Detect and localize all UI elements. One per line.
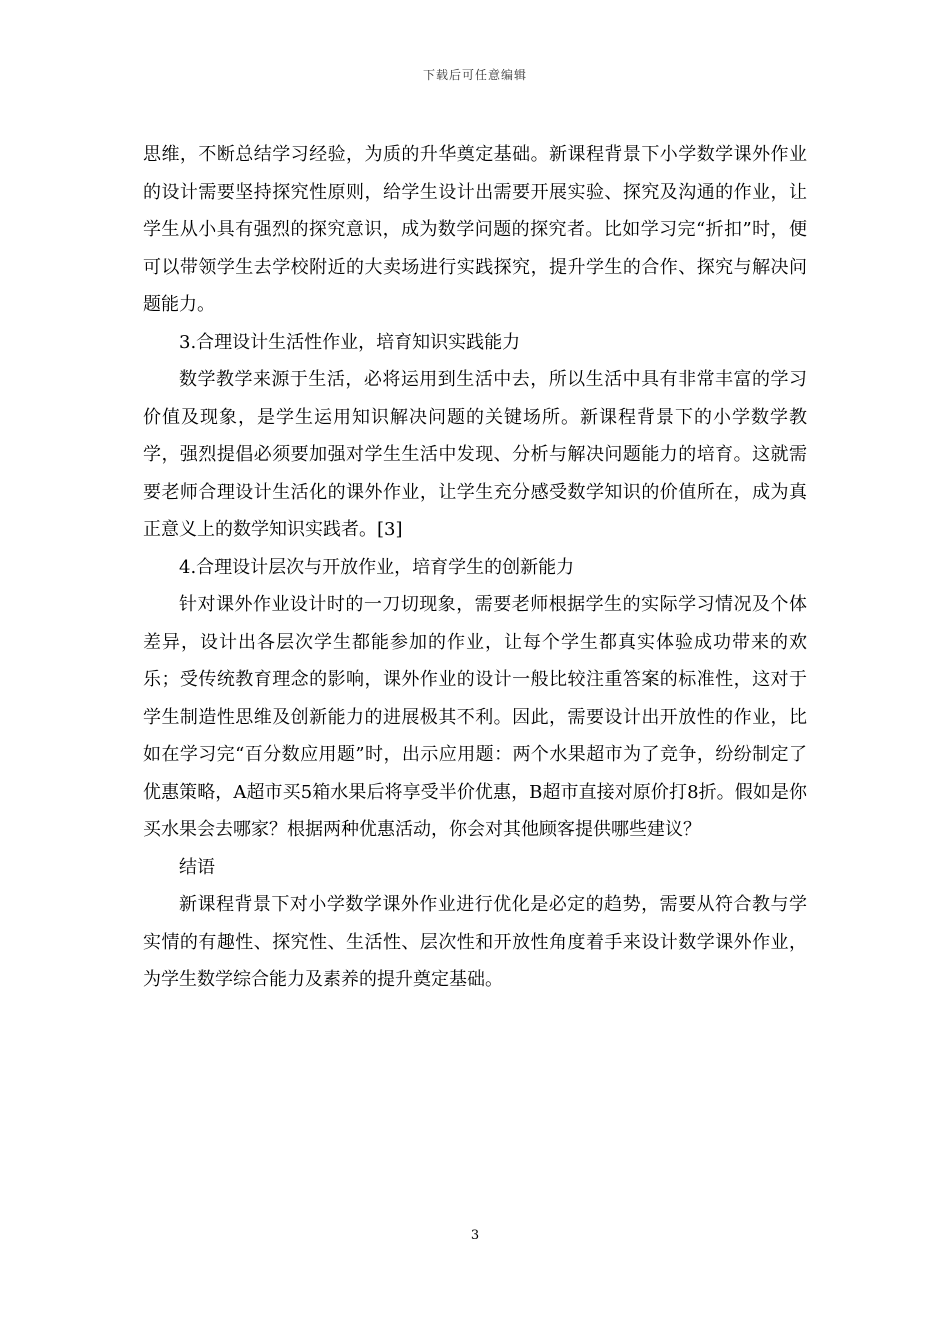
conclusion-heading: 结语 [179, 856, 215, 878]
paragraph-continued: 思维，不断总结学习经验，为质的升华奠定基础。新课程背景下小学数学课外作业的设计需要坚持探究性原则，给学生设计出需要开展实验、探究及沟通的作业，让学生从小具有强烈的探究意识，成为数学问题的探究者。比如学习完“折扣”时，便可以带领学生去学校附近的大卖场进行实践探究，提升学生的合作、探究与解决问题能力。 [143, 144, 807, 315]
paragraph-conclusion: 新课程背景下对小学数学课外作业进行优化是必定的趋势，需要从符合教与学实情的有趣性、探究性、生活性、层次性和开放性角度着手来设计数学课外作业，为学生数学综合能力及素养的提升奠定基础。 [143, 894, 807, 990]
section-heading-3: 3.合理设计生活性作业，培育知识实践能力 [179, 331, 521, 353]
paragraph-open-homework: 针对课外作业设计时的一刀切现象，需要老师根据学生的实际学习情况及个体差异，设计出各层次学生都能参加的作业，让每个学生都真实体验成功带来的欢乐；受传统教育理念的影响，课外作业的设计一般比较注重答案的标准性，这对于学生制造性思维及创新能力的进展极其不利。因此，需要设计出开放性的作业，比如在学习完“百分数应用题”时，出示应用题：两个水果超市为了竞争，纷纷制定了优惠策略，A超市买5箱水果后将享受半价优惠，B超市直接对原价打8折。假如是你买水果会去哪家？根据两种优惠活动，你会对其他顾客提供哪些建议？ [143, 594, 807, 840]
paragraph-life-homework: 数学教学来源于生活，必将运用到生活中去，所以生活中具有非常丰富的学习价值及现象，是学生运用知识解决问题的关键场所。新课程背景下的小学数学教学，强烈提倡必须要加强对学生生活中发现、分析与解决问题能力的培育。这就需要老师合理设计生活化的课外作业，让学生充分感受数学知识的价值所在，成为真正意义上的数学知识实践者。[3] [143, 369, 807, 540]
page-number: 3 [470, 1228, 480, 1243]
section-heading-4: 4.合理设计层次与开放作业，培育学生的创新能力 [179, 556, 575, 578]
document-body [143, 136, 807, 999]
header-note: 下载后可任意编辑 [422, 68, 527, 82]
